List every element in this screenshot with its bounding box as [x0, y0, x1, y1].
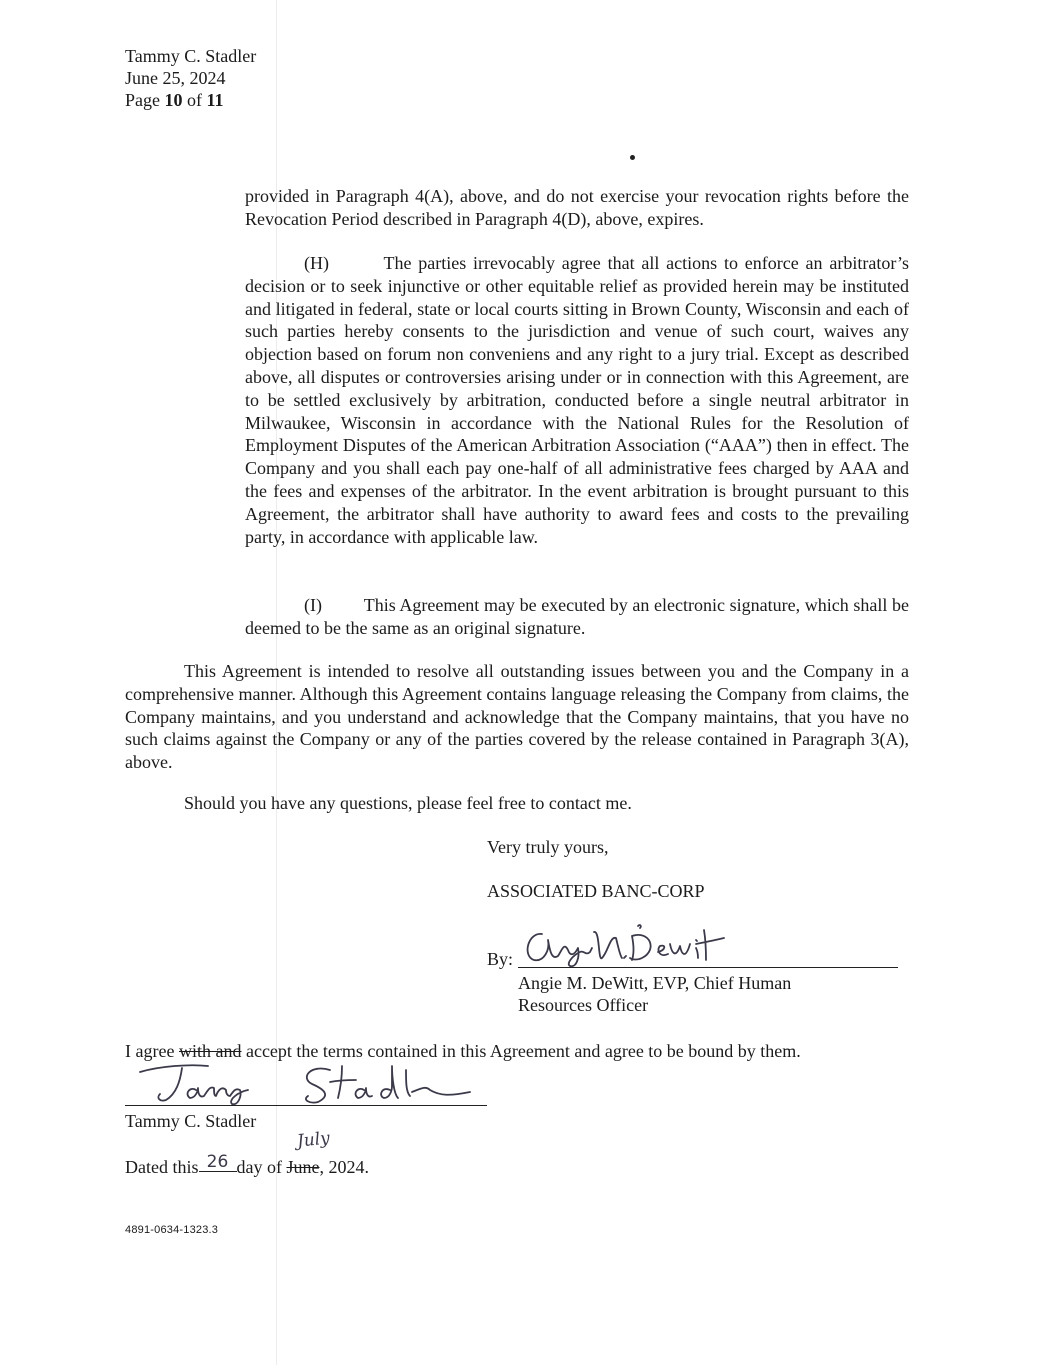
paragraph-intent: This Agreement is intended to resolve all outstanding issues between you and the Company in a comprehensive manner. Although this Agreement contains language releasing the Company from claims, the Company maintains, and you understand and acknowledge that the Company maintains, that you have no such claims against the Company or any of the parties covered by the release contained in Paragraph 3(A), above.: [125, 661, 909, 773]
stray-dot-mark: [630, 155, 635, 160]
company-signature-image: [520, 922, 780, 972]
continuation-paragraph: provided in Paragraph 4(A), above, and do not exercise your revocation rights before the Revocation Period described in Paragraph 4(D), above, expires.: [245, 186, 909, 229]
page-current: 10: [164, 90, 183, 110]
header-page-number: Page 10 of 11: [125, 90, 224, 110]
paragraph-questions: Should you have any questions, please feel free to contact me.: [184, 793, 632, 813]
closing-company: ASSOCIATED BANC-CORP: [487, 881, 705, 901]
page-total: 11: [206, 90, 224, 110]
struck-month: June: [286, 1157, 320, 1177]
paragraph-h: (H) The parties irrevocably agree that all actions to enforce an arbitrator’s decision or to seek injunctive or other equitable relief as provided herein may be instituted and litigated in federal, state or local courts sitting in Brown County, Wisconsin and each of such parties hereby consents to the jurisdiction and venue of such court, waives any objection based on forum non conveniens and any right to a jury trial. Except as described above, all disputes or controversies arising under or in connection with this Agreement, are to be settled exclusively by arbitration, conducted before a single neutral arbitrator in Milwaukee, Wisconsin in accordance with the National Rules for the Resolution of Employment Disputes of the American Arbitration Association (“AAA”) then in effect. The Company and you shall each pay one-half of all administrative fees charged by AAA and the fees and expenses of the arbitrator. In the event arbitration is brought pursuant to this Agreement, the arbitrator shall have authority to award fees and costs to the prevailing party, in accordance with applicable law.: [245, 253, 909, 547]
acceptance-statement: I agree with and accept the terms contained in this Agreement and agree to be bound by them.: [125, 1041, 801, 1061]
signer-title-line2: Resources Officer: [518, 995, 649, 1015]
dated-line: Dated this 26 day of June, 2024.: [125, 1152, 369, 1177]
letter-header: [125, 45, 256, 111]
struck-words: with and: [178, 1041, 242, 1061]
handwritten-day: 26: [199, 1153, 237, 1172]
signer-title-line1: Angie M. DeWitt, EVP, Chief Human: [518, 973, 792, 993]
paragraph-i: (I) This Agreement may be executed by an electronic signature, which shall be deemed to be the same as an original signature.: [245, 595, 909, 638]
by-label: By:: [487, 949, 514, 969]
employee-signature-line: [125, 1105, 487, 1106]
closing-salutation: Very truly yours,: [487, 837, 609, 857]
document-number: 4891-0634-1323.3: [125, 1224, 219, 1236]
handwritten-month: July: [296, 1128, 331, 1152]
header-recipient-name: Tammy C. Stadler: [125, 46, 257, 66]
employee-signature-image: [130, 1060, 490, 1108]
header-date: June 25, 2024: [125, 68, 226, 88]
employee-printed-name: Tammy C. Stadler: [125, 1111, 257, 1131]
